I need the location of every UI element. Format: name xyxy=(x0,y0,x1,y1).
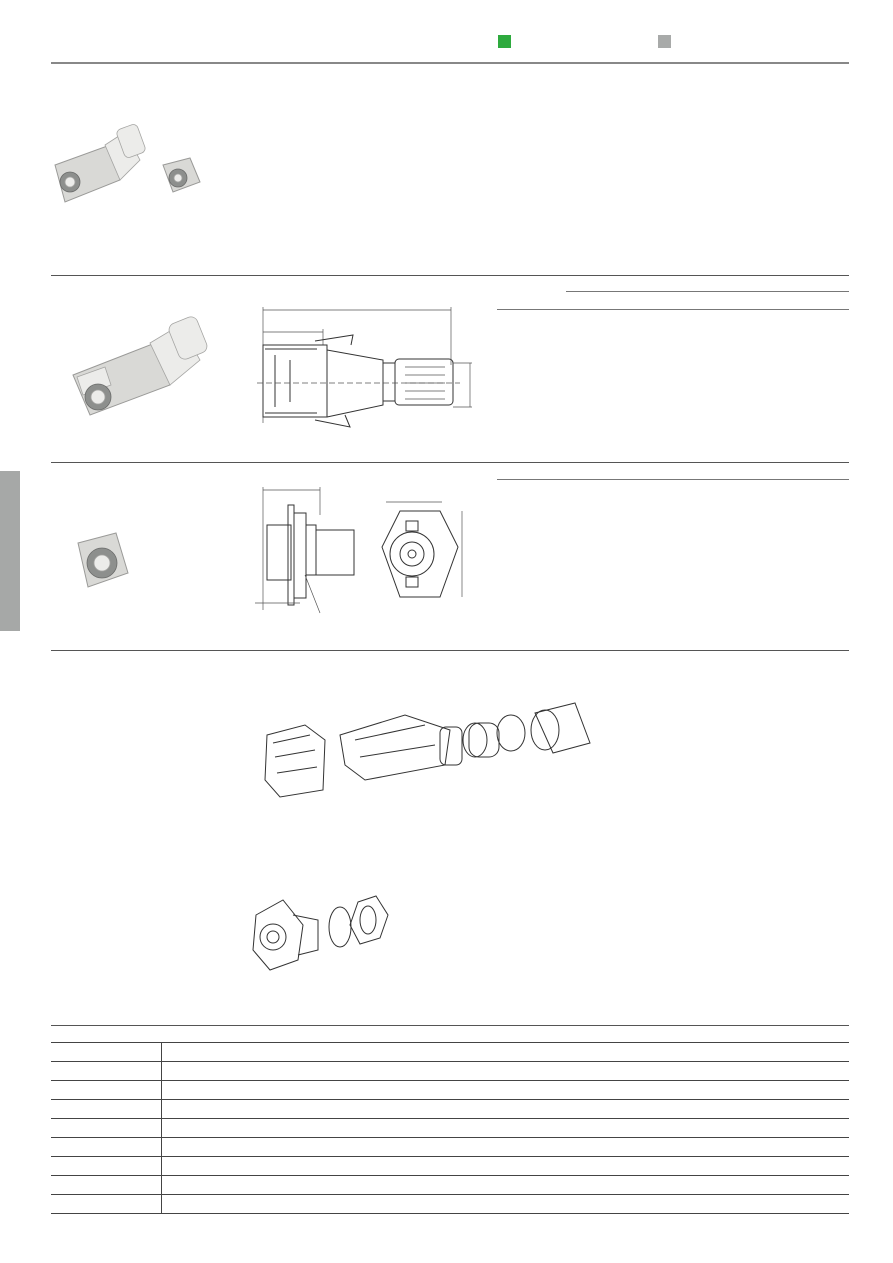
table-value xyxy=(162,1081,850,1100)
table-key xyxy=(51,1081,162,1100)
section-rule-1 xyxy=(51,275,849,276)
contact-carrier xyxy=(265,725,325,797)
table-value xyxy=(162,1043,850,1062)
plug-dimension-drawing xyxy=(255,305,475,430)
table-row xyxy=(51,1100,849,1119)
table-value xyxy=(162,1176,850,1195)
spec-header-line-c xyxy=(497,479,849,480)
table-key xyxy=(51,1100,162,1119)
spec-table xyxy=(51,1042,849,1214)
spec-header-line-a xyxy=(566,291,849,292)
seal-ring-1 xyxy=(463,723,487,757)
section-rule-3 xyxy=(51,650,849,651)
plug-housing xyxy=(340,715,450,780)
table-key xyxy=(51,1195,162,1214)
table-value xyxy=(162,1119,850,1138)
grey-legend-square xyxy=(658,35,671,48)
spec-header-line-b xyxy=(497,309,849,310)
receptacle-exploded-view xyxy=(248,890,398,975)
table-key xyxy=(51,1043,162,1062)
table-row xyxy=(51,1157,849,1176)
receptacle-side-drawing xyxy=(255,485,365,615)
thread-sleeve xyxy=(440,727,462,765)
table-top-rule xyxy=(51,1025,849,1026)
table-key xyxy=(51,1138,162,1157)
table-key xyxy=(51,1062,162,1081)
header-rule xyxy=(51,62,849,64)
table-value xyxy=(162,1100,850,1119)
plug-photo xyxy=(65,315,215,425)
hex-nut xyxy=(350,896,388,944)
receptacle-front-drawing xyxy=(378,497,473,607)
table-key xyxy=(51,1176,162,1195)
table-row xyxy=(51,1138,849,1157)
table-value xyxy=(162,1062,850,1081)
receptacle-photo-small xyxy=(163,158,200,192)
table-row xyxy=(51,1062,849,1081)
plug-exploded-view xyxy=(255,695,595,805)
plug-photo-small xyxy=(55,123,146,202)
table-row xyxy=(51,1043,849,1062)
table-key xyxy=(51,1119,162,1138)
green-legend-square xyxy=(498,35,511,48)
receptacle-photo xyxy=(68,525,138,595)
table-key xyxy=(51,1157,162,1176)
clamp-ring xyxy=(497,715,525,751)
table-row xyxy=(51,1195,849,1214)
table-value xyxy=(162,1138,850,1157)
table-value xyxy=(162,1195,850,1214)
side-tab xyxy=(0,471,20,631)
section-rule-2 xyxy=(51,462,849,463)
table-row xyxy=(51,1119,849,1138)
o-ring xyxy=(329,907,351,947)
table-value xyxy=(162,1157,850,1176)
table-row xyxy=(51,1176,849,1195)
product-photo-pair xyxy=(45,120,215,215)
table-row xyxy=(51,1081,849,1100)
